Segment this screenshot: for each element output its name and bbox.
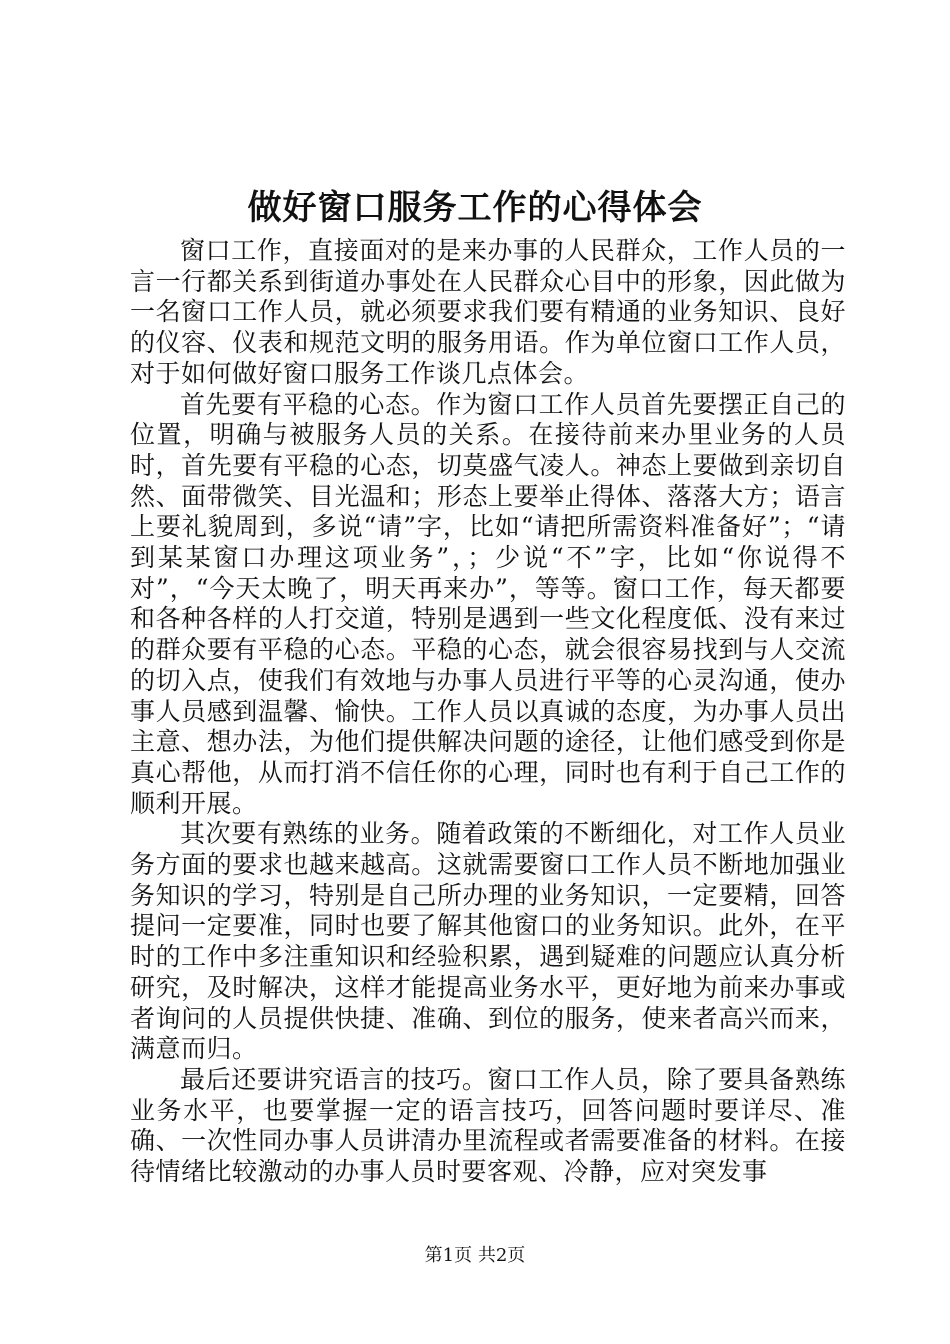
page-title: 做好窗口服务工作的心得体会 bbox=[247, 188, 703, 228]
paragraph-skilled-business: 其次要有熟练的业务。随着政策的不断细化，对工作人员业务方面的要求也越来越高。这就需要窗口工作人员不断地加强业务知识的学习，特别是自己所办理的业务知识，一定要精，回答提问一定要准，同时也要了解其他窗口的业务知识。此外，在平时的工作中多注重知识和经验积累，遇到疑难的问题应认真分析研究，及时解决，这样才能提高业务水平，更好地为前来办事或者询问的人员提供快捷、准确、到位的服务，使来者高兴而来，满意而归。 bbox=[130, 819, 846, 1064]
page-number-footer: 第1页 共2页 bbox=[424, 1245, 526, 1266]
document-body bbox=[130, 236, 846, 1188]
paragraph-language-skills: 最后还要讲究语言的技巧。窗口工作人员，除了要具备熟练业务水平，也要掌握一定的语言技巧，回答问题时要详尽、准确、一次性同办事人员讲清办里流程或者需要准备的材料。在接待情绪比较激动的办事人员时要客观、冷静，应对突发事 bbox=[130, 1064, 846, 1187]
paragraph-intro: 窗口工作，直接面对的是来办事的人民群众，工作人员的一言一行都关系到街道办事处在人民群众心目中的形象，因此做为一名窗口工作人员，就必须要求我们要有精通的业务知识、良好的仪容、仪表和规范文明的服务用语。作为单位窗口工作人员，对于如何做好窗口服务工作谈几点体会。 bbox=[130, 236, 846, 388]
paragraph-calm-mindset: 首先要有平稳的心态。作为窗口工作人员首先要摆正自己的位置，明确与被服务人员的关系。在接待前来办里业务的人员时，首先要有平稳的心态，切莫盛气凌人。神态上要做到亲切自然、面带微笑、目光温和；形态上要举止得体、落落大方；语言上要礼貌周到，多说“请”字，比如“请把所需资料准备好”；“请到某某窗口办理这项业务”，；少说“不”字，比如“你说得不对”，“今天太晚了，明天再来办”，等等。窗口工作，每天都要和各种各样的人打交道，特别是遇到一些文化程度低、没有来过的群众要有平稳的心态。平稳的心态，就会很容易找到与人交流的切入点，使我们有效地与办事人员进行平等的心灵沟通，使办事人员感到温馨、愉快。工作人员以真诚的态度，为办事人员出主意、想办法，为他们提供解决问题的途径，让他们感受到你是真心帮他，从而打消不信任你的心理，同时也有利于自己工作的顺利开展。 bbox=[130, 389, 846, 818]
